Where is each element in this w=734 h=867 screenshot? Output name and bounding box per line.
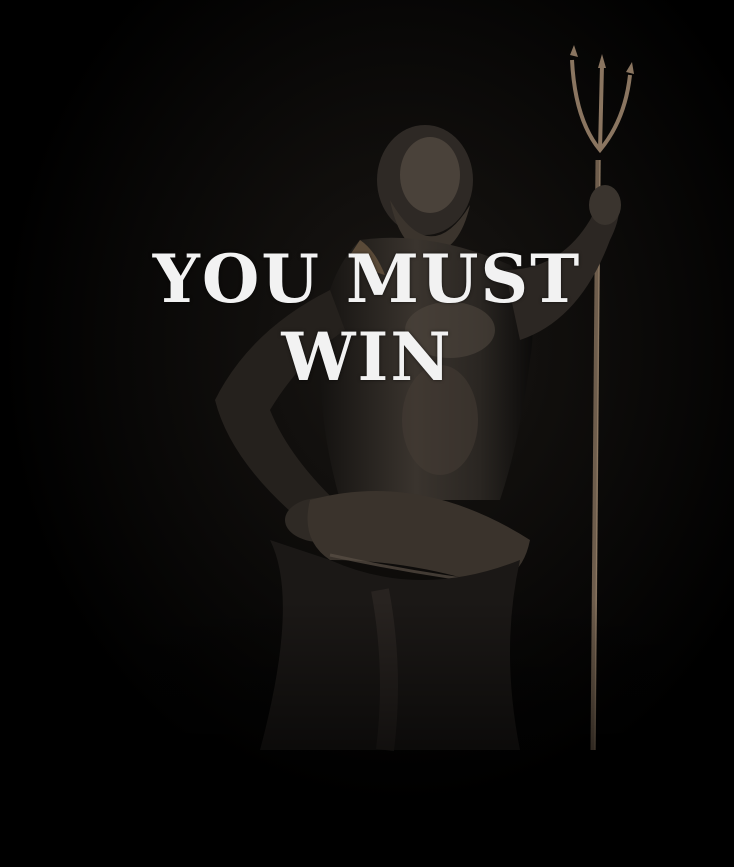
headline-line-2: WIN (281, 318, 453, 396)
bottom-fade (0, 600, 734, 867)
headline-line-1: YOU MUST (152, 240, 582, 318)
